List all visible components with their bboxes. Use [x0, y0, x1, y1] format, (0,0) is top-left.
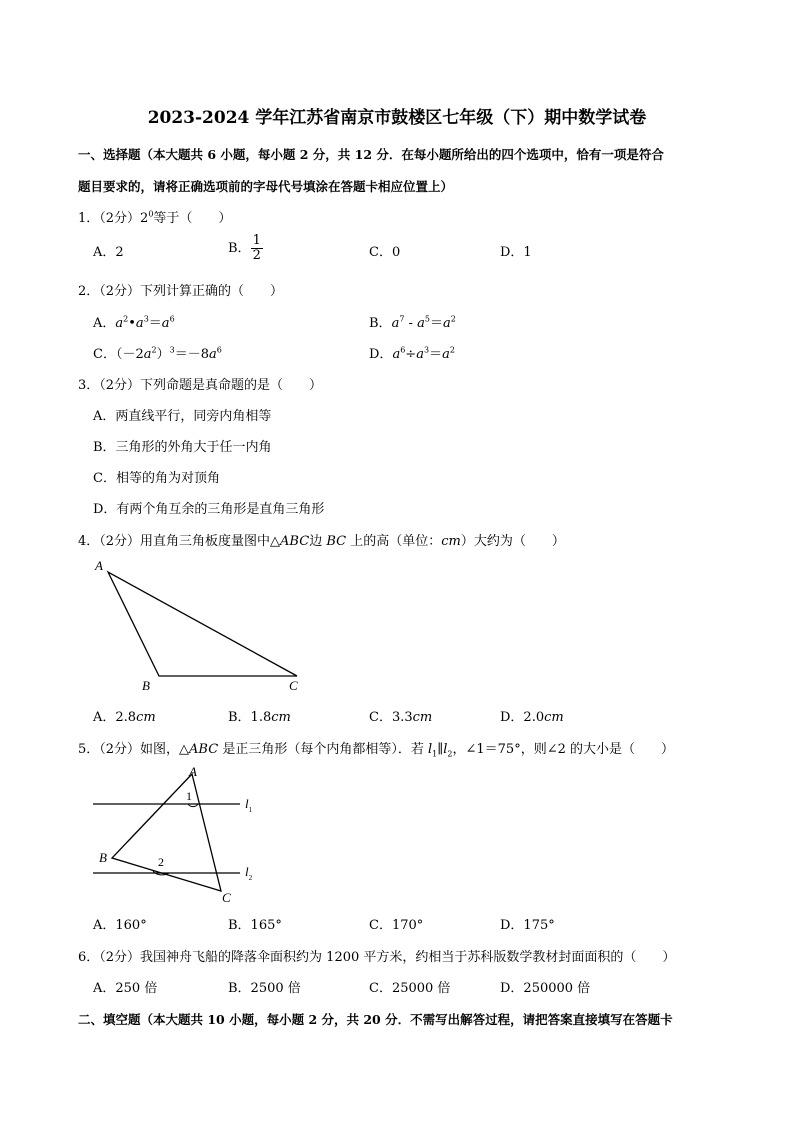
q4-text-mid: 边 [309, 534, 327, 549]
q4-triangle-figure [85, 555, 315, 695]
unit-label: cm [412, 710, 433, 725]
q5-text-mid2: ，∠1＝75°，则∠2 的大小是（ ） [452, 742, 675, 757]
line-l1-label: $l_1$ [245, 796, 253, 814]
q2-option-b-label: B． [369, 316, 392, 331]
fraction-denominator: 2 [252, 248, 261, 263]
q4-text-tail: ）大约为（ ） [460, 534, 565, 549]
angle-2-label: 2 [158, 855, 164, 869]
q6-option-b: B．2500 倍 [228, 981, 301, 996]
q4-option-b [228, 706, 291, 725]
q4-option-b-value: B．1.8 [228, 710, 272, 725]
unit-label: cm [271, 710, 291, 725]
q3-option-a: A．两直线平行，同旁内角相等 [93, 409, 272, 424]
q6-option-a: A．250 倍 [93, 981, 158, 996]
vertex-a-label: A [95, 558, 103, 573]
vertex-a-label: A [189, 764, 197, 779]
q2-option-c: C．$(-2a^2)^3=-8a^6$ [93, 345, 222, 362]
question-5: 5．（2分）如图，△ABC 是正三角形（每个内角都相等）．若 $l_1\parallel l_2$，∠1＝75°，则∠2 的大小是（ ） [78, 742, 675, 759]
q5-option-c: C．170° [369, 918, 424, 933]
q5-option-d: D．175° [500, 918, 555, 933]
q4-option-a-value: A．2.8 [93, 710, 137, 725]
unit-label: cm [136, 710, 156, 725]
q2-option-d-label: D． [369, 347, 393, 362]
q3-option-c: C．相等的角为对顶角 [93, 471, 220, 486]
q5-option-b: B．165° [228, 918, 282, 933]
q5-triangle-name: ABC [189, 742, 219, 757]
q4-option-d [500, 706, 564, 725]
triangle-abc [108, 572, 297, 676]
question-1 [78, 207, 231, 226]
question-2: 2．（2分）下列计算正确的（ ） [78, 284, 284, 299]
q2-option-a-label: A． [93, 316, 116, 331]
unit-label: cm [544, 710, 564, 725]
q1-number: 1．（2分） [78, 211, 141, 226]
q4-option-a [93, 706, 156, 725]
q1-option-d: D．1 [500, 245, 532, 260]
section1-heading-line1: 一、选择题（本大题共 6 小题，每小题 2 分，共 12 分．在每小题所给出的四个选项中，恰有一项是符合 [78, 147, 664, 162]
q4-text-mid2: 上的高（单位： [346, 534, 442, 549]
q6-option-c: C．25000 倍 [369, 981, 451, 996]
q5-text-pre: 5．（2分）如图，△ [78, 742, 190, 757]
q1-option-b-fraction [251, 234, 263, 263]
q1-option-b-label: B． [228, 241, 251, 256]
vertex-c-label: C [222, 890, 231, 905]
q1-option-c: C．0 [369, 245, 401, 260]
vertex-b-label: B [99, 850, 107, 865]
angle-1-label: 1 [186, 789, 192, 803]
fraction-numerator: 1 [252, 233, 261, 248]
q1-exponent: 0 [148, 209, 154, 219]
q2-option-b: B．$a^7 - a^5=a^2$ [369, 314, 456, 331]
q4-option-c [369, 706, 432, 725]
question-6: 6．（2分）我国神舟飞船的降落伞面积约为 1200 平方米，约相当于苏科版数学教材封面面积的（ ） [78, 950, 676, 965]
q4-option-d-value: D．2.0 [500, 710, 545, 725]
line-l2-label: $l_2$ [245, 864, 253, 882]
q2-option-a: A．$a^2•a^3=a^6$ [93, 314, 175, 331]
q5-parallel-lines-figure [85, 760, 275, 910]
question-3: 3．（2分）下列命题是真命题的是（ ） [78, 378, 323, 393]
page-title: 2023-2024 学年江苏省南京市鼓楼区七年级（下）期中数学试卷 [147, 108, 647, 128]
q1-tail: 等于（ ） [153, 211, 232, 226]
q3-option-d: D．有两个角互余的三角形是直角三角形 [93, 502, 325, 517]
q5-option-a: A．160° [93, 918, 147, 933]
q1-option-b [228, 234, 263, 263]
q3-option-b: B．三角形的外角大于任一内角 [93, 440, 272, 455]
q2-option-d: D．$a^6\div a^3=a^2$ [369, 345, 455, 362]
q6-option-d: D．250000 倍 [500, 981, 591, 996]
q4-side-name: BC [326, 534, 347, 549]
q4-option-c-value: C．3.3 [369, 710, 413, 725]
q2-option-c-label: C． [93, 347, 116, 362]
vertex-c-label: C [289, 678, 298, 693]
q4-text-pre: 4．（2分）用直角三角板度量图中△ [78, 534, 281, 549]
question-4 [78, 530, 565, 549]
q5-text-mid: 是正三角形（每个内角都相等）．若 [218, 742, 428, 757]
q1-base: 2 [140, 211, 149, 226]
section2-heading-line1: 二、填空题（本大题共 10 小题，每小题 2 分，共 20 分．不需写出解答过程，请把答案直接填写在答题卡 [78, 1012, 673, 1027]
q4-unit: cm [441, 534, 461, 549]
q1-option-a: A．2 [93, 245, 124, 260]
section1-heading-line2: 题目要求的，请将正确选项前的字母代号填涂在答题卡相应位置上） [78, 179, 454, 194]
q4-triangle-name: ABC [280, 534, 310, 549]
vertex-b-label: B [142, 678, 150, 693]
